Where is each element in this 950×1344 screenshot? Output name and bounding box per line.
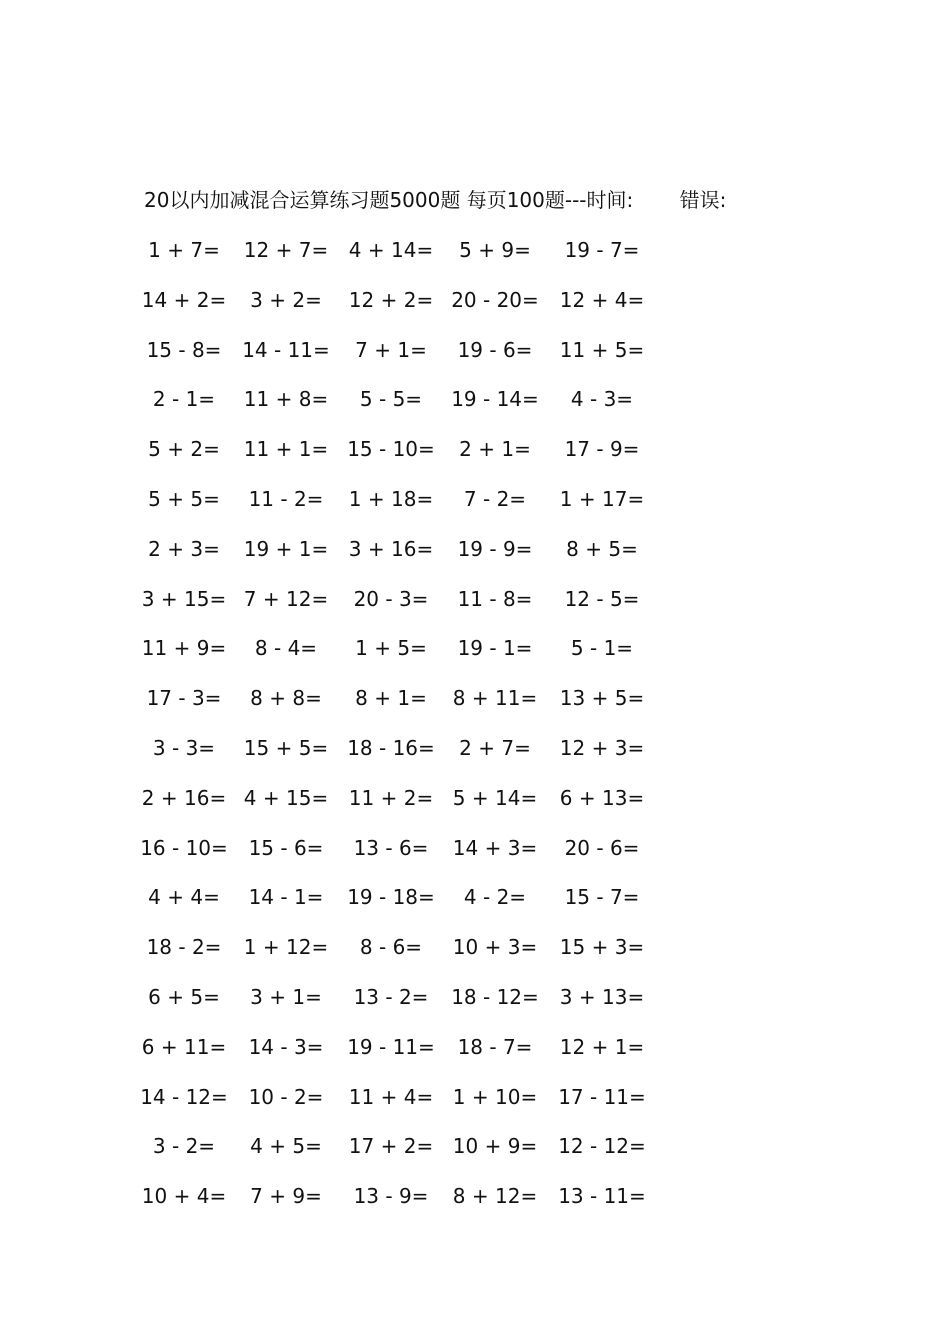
math-problem: 17 - 3= <box>146 686 222 711</box>
math-problem: 3 + 13= <box>559 984 645 1009</box>
math-problem: 11 - 8= <box>457 586 533 611</box>
math-problem: 7 - 2= <box>463 486 527 511</box>
math-problem: 14 - 11= <box>242 337 330 362</box>
problem-row <box>0 585 950 635</box>
math-problem: 4 + 15= <box>243 785 329 810</box>
math-problem: 14 + 2= <box>141 287 227 312</box>
math-problem: 10 + 9= <box>452 1134 538 1159</box>
problem-row <box>0 634 950 684</box>
math-problem: 14 + 3= <box>452 835 538 860</box>
math-problem: 15 - 8= <box>146 337 222 362</box>
math-problem: 15 + 3= <box>559 935 645 960</box>
math-problem: 4 + 14= <box>348 238 434 262</box>
math-problem: 20 - 6= <box>564 835 640 860</box>
math-problem: 19 - 7= <box>564 238 640 262</box>
math-problem: 8 + 11= <box>452 686 538 711</box>
problem-row <box>0 336 950 386</box>
math-problem: 15 - 10= <box>347 437 435 462</box>
math-problem: 10 - 2= <box>248 1084 324 1109</box>
math-problem: 12 - 5= <box>564 586 640 611</box>
math-problem: 13 - 11= <box>558 1184 646 1209</box>
problem-row <box>0 784 950 834</box>
math-problem: 11 + 8= <box>243 387 329 412</box>
math-problem: 7 + 1= <box>355 337 427 362</box>
math-problem: 1 + 17= <box>559 486 645 511</box>
math-problem: 4 + 5= <box>250 1134 322 1159</box>
math-problem: 14 - 1= <box>248 885 324 910</box>
math-problem: 4 - 3= <box>570 387 634 412</box>
math-problem: 3 + 2= <box>250 287 322 312</box>
math-problem: 11 - 2= <box>248 486 324 511</box>
math-problem: 12 + 7= <box>243 238 329 262</box>
math-problem: 2 - 1= <box>152 387 216 412</box>
problem-row <box>0 1033 950 1083</box>
math-problem: 1 + 7= <box>148 238 220 262</box>
math-problem: 14 - 12= <box>140 1084 228 1109</box>
math-problem: 15 + 5= <box>243 735 329 760</box>
math-problem: 11 + 9= <box>141 636 227 661</box>
math-problem: 19 + 1= <box>243 536 329 561</box>
worksheet-header <box>144 186 726 214</box>
math-problem: 1 + 18= <box>348 486 434 511</box>
math-problem: 17 - 9= <box>564 437 640 462</box>
math-problem: 11 + 5= <box>559 337 645 362</box>
math-problem: 19 - 11= <box>347 1034 435 1059</box>
math-problem: 3 + 16= <box>348 536 434 561</box>
math-problem: 19 - 6= <box>457 337 533 362</box>
math-problem: 5 - 1= <box>570 636 634 661</box>
math-problem: 3 - 3= <box>152 735 216 760</box>
math-problem: 11 + 1= <box>243 437 329 462</box>
math-problem: 13 - 2= <box>353 984 429 1009</box>
math-problem: 11 + 4= <box>348 1084 434 1109</box>
math-problem: 18 - 7= <box>457 1034 533 1059</box>
math-problem: 8 + 1= <box>355 686 427 711</box>
math-problem: 5 + 14= <box>452 785 538 810</box>
problem-row <box>0 883 950 933</box>
math-problem: 2 + 3= <box>148 536 220 561</box>
math-problem: 17 - 11= <box>558 1084 646 1109</box>
problem-row <box>0 1083 950 1133</box>
math-problem: 12 + 3= <box>559 735 645 760</box>
math-problem: 20 - 3= <box>353 586 429 611</box>
math-problem: 6 + 11= <box>141 1034 227 1059</box>
math-problem: 10 + 4= <box>141 1184 227 1209</box>
math-problem: 1 + 12= <box>243 935 329 960</box>
math-problem: 6 + 13= <box>559 785 645 810</box>
math-problem: 19 - 18= <box>347 885 435 910</box>
math-problem: 2 + 1= <box>459 437 531 462</box>
math-problem: 4 - 2= <box>463 885 527 910</box>
problem-row <box>0 1182 950 1232</box>
math-problem: 2 + 16= <box>141 785 227 810</box>
math-problem: 15 - 6= <box>248 835 324 860</box>
math-problem: 3 + 1= <box>250 984 322 1009</box>
math-problem: 8 - 6= <box>359 935 423 960</box>
problem-row <box>0 684 950 734</box>
problem-row <box>0 435 950 485</box>
math-problem: 14 - 3= <box>248 1034 324 1059</box>
problem-row <box>0 1132 950 1182</box>
math-problem: 13 - 9= <box>353 1184 429 1209</box>
math-problem: 12 + 4= <box>559 287 645 312</box>
problem-grid <box>0 236 950 1232</box>
errors-label: 错误: <box>679 188 727 212</box>
math-problem: 18 - 2= <box>146 935 222 960</box>
math-problem: 3 + 15= <box>141 586 227 611</box>
math-problem: 13 + 5= <box>559 686 645 711</box>
math-problem: 5 - 5= <box>359 387 423 412</box>
math-problem: 3 - 2= <box>152 1134 216 1159</box>
math-problem: 12 + 2= <box>348 287 434 312</box>
math-problem: 18 - 16= <box>347 735 435 760</box>
math-problem: 10 + 3= <box>452 935 538 960</box>
problem-row <box>0 734 950 784</box>
worksheet-title: 20以内加减混合运算练习题5000题 每页100题---时间: <box>144 188 634 212</box>
math-problem: 19 - 1= <box>457 636 533 661</box>
problem-row <box>0 236 950 286</box>
math-problem: 1 + 10= <box>452 1084 538 1109</box>
problem-row <box>0 286 950 336</box>
math-problem: 16 - 10= <box>140 835 228 860</box>
problem-row <box>0 485 950 535</box>
math-problem: 5 + 9= <box>459 238 531 262</box>
math-problem: 7 + 12= <box>243 586 329 611</box>
math-problem: 8 + 5= <box>566 536 638 561</box>
math-problem: 11 + 2= <box>348 785 434 810</box>
math-problem: 8 - 4= <box>254 636 318 661</box>
math-problem: 15 - 7= <box>564 885 640 910</box>
math-problem: 2 + 7= <box>459 735 531 760</box>
problem-row <box>0 933 950 983</box>
math-problem: 4 + 4= <box>148 885 220 910</box>
problem-row <box>0 535 950 585</box>
problem-row <box>0 834 950 884</box>
math-problem: 1 + 5= <box>355 636 427 661</box>
math-problem: 12 + 1= <box>559 1034 645 1059</box>
math-problem: 17 + 2= <box>348 1134 434 1159</box>
problem-row <box>0 385 950 435</box>
math-problem: 6 + 5= <box>148 984 220 1009</box>
problem-row <box>0 983 950 1033</box>
math-problem: 12 - 12= <box>558 1134 646 1159</box>
math-problem: 5 + 2= <box>148 437 220 462</box>
math-problem: 5 + 5= <box>148 486 220 511</box>
math-problem: 19 - 14= <box>451 387 539 412</box>
math-problem: 19 - 9= <box>457 536 533 561</box>
math-problem: 13 - 6= <box>353 835 429 860</box>
math-problem: 8 + 12= <box>452 1184 538 1209</box>
math-problem: 8 + 8= <box>250 686 322 711</box>
math-problem: 7 + 9= <box>250 1184 322 1209</box>
math-problem: 18 - 12= <box>451 984 539 1009</box>
math-problem: 20 - 20= <box>451 287 539 312</box>
